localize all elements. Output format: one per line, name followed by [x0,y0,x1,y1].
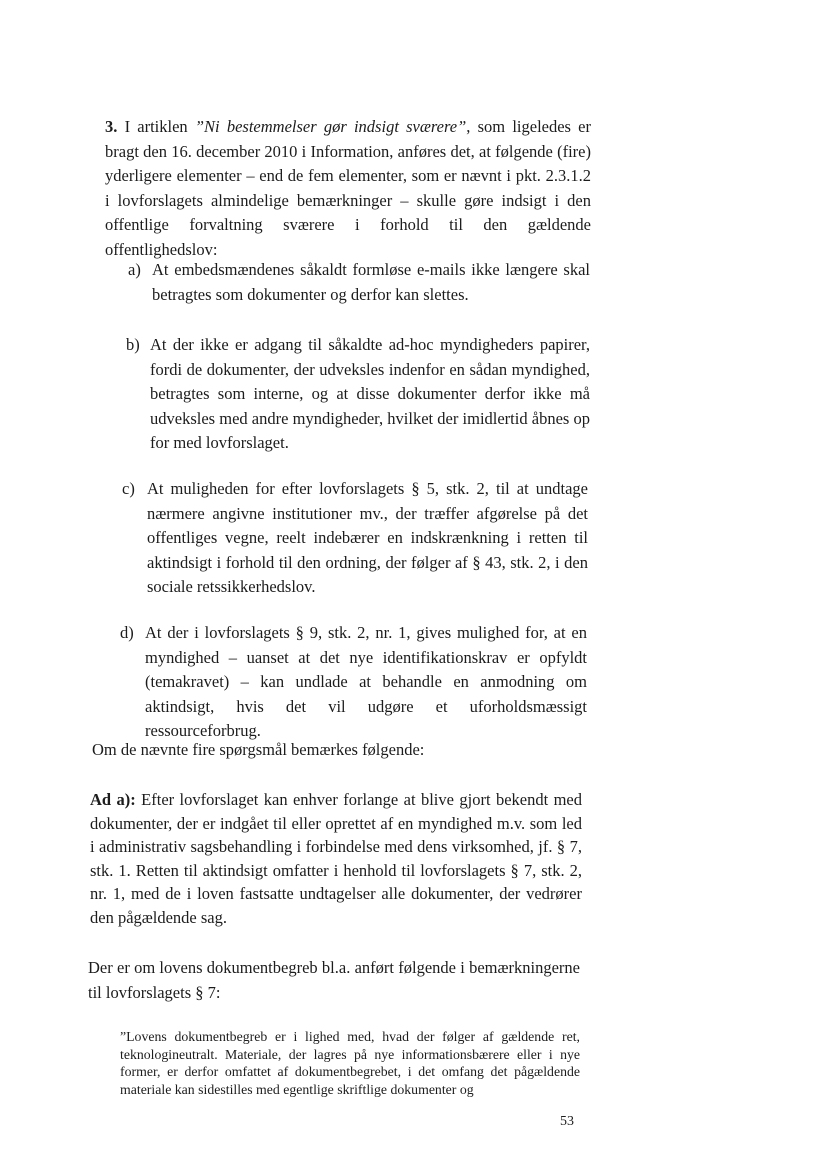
list-item-d [120,621,587,740]
list-item-b [126,333,590,457]
section-body: , som ligeledes er bragt den 16. december 2010 i Information, anføres det, at følgende (fire) yderligere elementer – end de fem elementer, som er nævnt i pkt. 2.3.1.2 i lovforslagets almindelige bemærkninger – skulle gøre indsigt i den offentlige forvaltning sværere i forhold til den gældende offentlighedslov: [105,117,591,259]
ad-a-text: Efter lovforslaget kan enhver forlange at blive gjort bekendt med dokumenter, der er indgået til eller oprettet af en myndighed m.v. som led i administrativ sagsbehandling i forbindelse med dens virksomhed, jf. § 7, stk. 1. Retten til aktindsigt omfatter i henhold til lovforslagets § 7, stk. 2, nr. 1, med de i loven fastsatte undtagelser alle dokumenter, der vedrører den pågældende sag. [90,790,582,927]
list-item-text: At muligheden for efter lovforslagets § 5, stk. 2, til at undtage nærmere angivne institutioner mv., der træffer afgørelse på det offentliges vegne, reelt indebærer en indskrænkning i retten til aktindsigt i forhold til den ordning, der følger af § 43, stk. 2, i den sociale retssikkerhedslov. [147,479,588,596]
list-item-text: At embedsmændenes såkaldt formløse e-mails ikke længere skal betragtes som dokumenter og derfor kan slettes. [152,260,590,304]
section-3-paragraph [105,115,591,262]
summary-line: Om de nævnte fire spørgsmål bemærkes følgende: [92,740,425,759]
document-concept-paragraph: Der er om lovens dokumentbegreb bl.a. anført følgende i bemærkningerne til lovforslagets § 7: [88,958,580,1002]
section-number: 3. [105,117,118,136]
ad-a-label: Ad a): [90,790,136,809]
list-marker: d) [120,623,134,642]
quotation: ”Lovens dokumentbegreb er i lighed med, hvad der følger af gældende ret, teknologineutralt. Materiale, der lagres på nye informationsbærere eller i nye former, er derfor omfattet af dokumentbegrebet, i det omfang det pågældende materiale kan sidestilles med egentlige skriftlige dokumenter og [120,1029,580,1097]
list-item-text: At der i lovforslagets § 9, stk. 2, nr. 1, gives mulighed for, at en myndighed – uanset at det nye identifikationskrav er opfyldt (temakravet) – kan undlade at behandle en anmodning om aktindsigt, hvis det vil udgøre et uforholdsmæssigt ressourceforbrug. [145,623,587,740]
article-title: ”Ni bestemmelser gør indsigt sværere” [194,117,467,136]
list-item-text: At der ikke er adgang til såkaldte ad-hoc myndigheders papirer, fordi de dokumenter, der udveksles indenfor en sådan myndighed, betragtes som interne, og at disse dokumenter derfor ikke må udveksles med andre myndigheder, hvilket der imidlertid åbnes op for med lovforslaget. [150,335,590,452]
ad-a-paragraph [90,788,582,929]
section-intro: I artiklen [124,117,188,136]
list-marker: a) [128,260,141,279]
page-number: 53 [560,1114,574,1129]
list-item-a [128,258,590,310]
list-marker: b) [126,335,140,354]
list-item-c [122,477,588,601]
list-marker: c) [122,479,135,498]
